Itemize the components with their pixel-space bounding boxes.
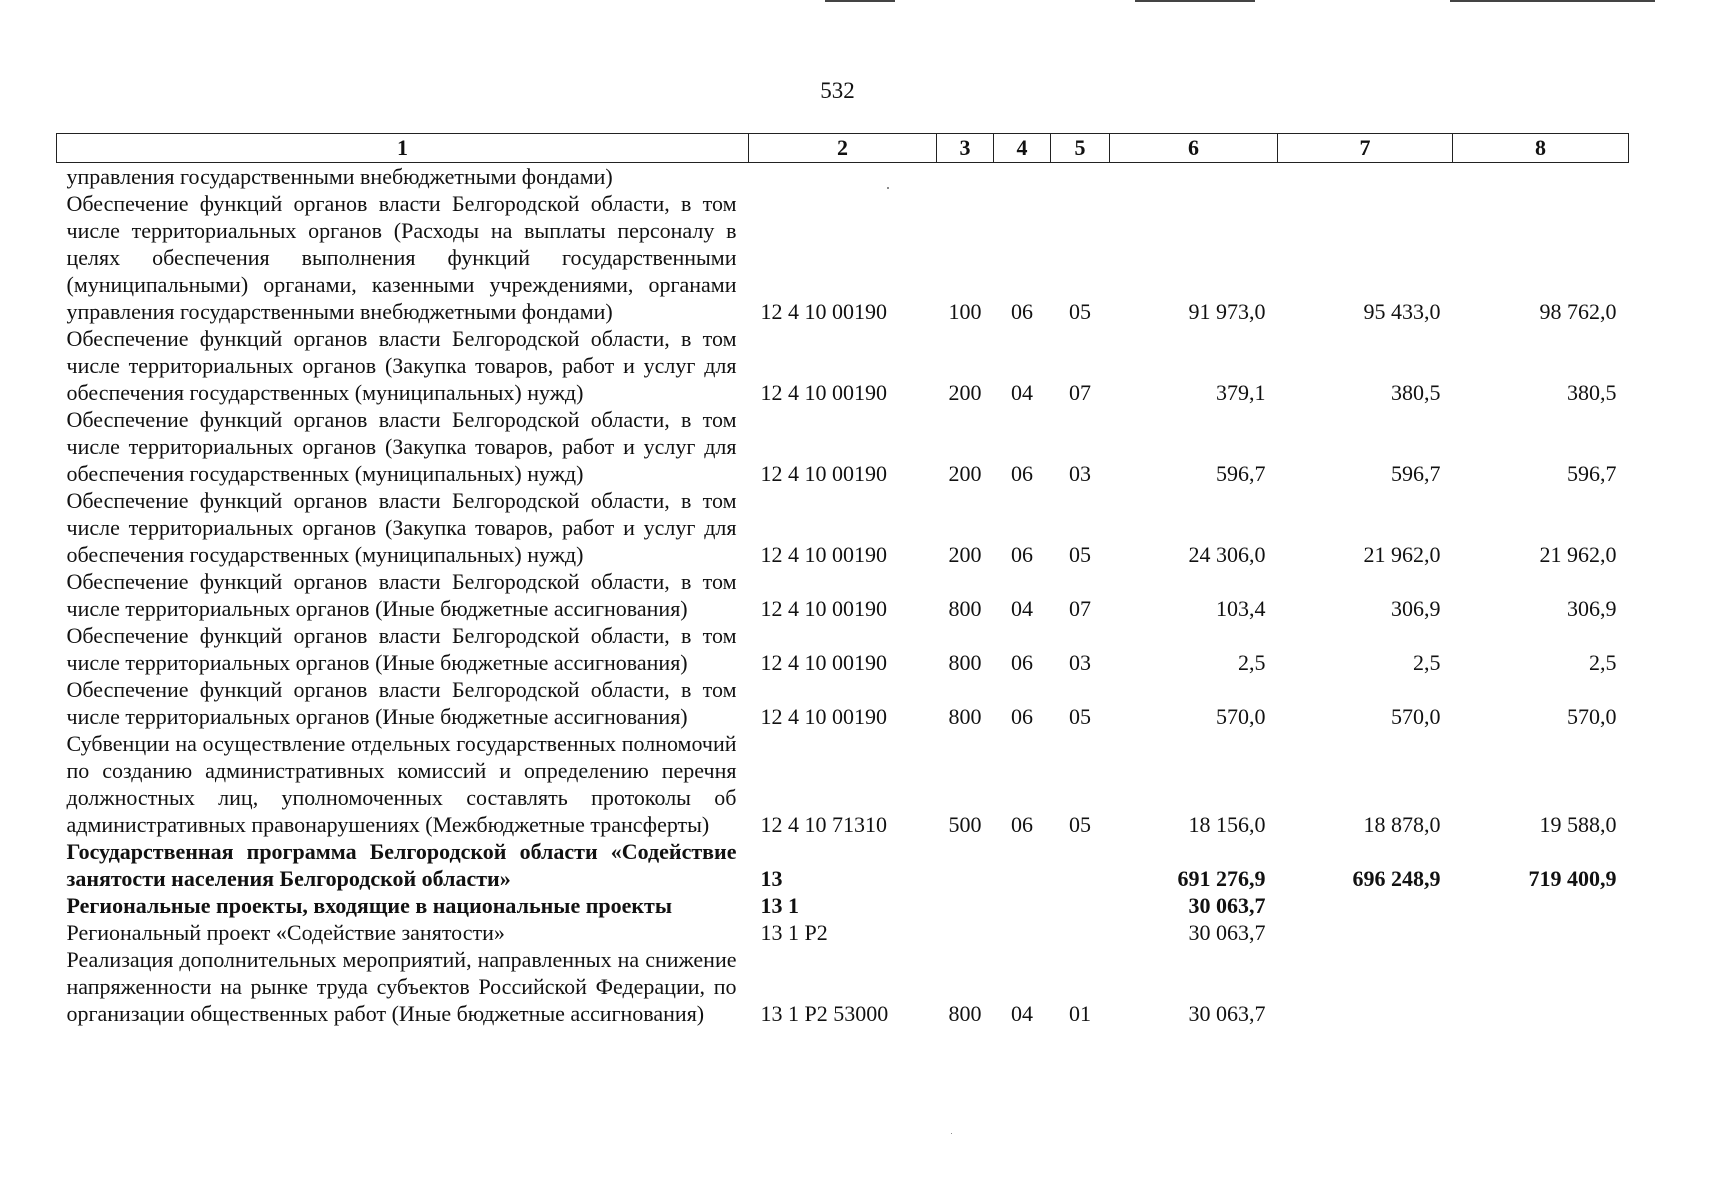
row-col-3 [937, 892, 994, 919]
row-col-4: 04 [1011, 380, 1033, 405]
row-col-4: 06 [1011, 299, 1033, 324]
row-col-5: 05 [1069, 704, 1091, 729]
row-amount-7 [1278, 163, 1453, 191]
row-col-4: 06 [1011, 704, 1033, 729]
row-code: 12 4 10 00190 [760, 650, 887, 675]
row-amount-7 [1278, 919, 1453, 946]
page-number: 532 [820, 78, 855, 103]
row-code: 13 1 [760, 893, 799, 918]
row-col-4 [994, 838, 1051, 892]
row-col-3: 800 [948, 596, 982, 621]
row-amount-7: 2,5 [1413, 650, 1441, 675]
row-amount-7: 95 433,0 [1363, 299, 1441, 324]
row-code: 13 1 P2 53000 [760, 1001, 889, 1026]
row-description: Обеспечение функций органов власти Белгородской области, в том числе территориальных органов (Иные бюджетные ассигнования) [66, 569, 737, 621]
row-amount-8 [1453, 892, 1629, 919]
row-amount-7: 570,0 [1391, 704, 1441, 729]
header-row [57, 134, 1629, 163]
row-amount-6: 24 306,0 [1188, 542, 1266, 567]
row-col-4 [994, 163, 1051, 191]
row-description: Региональные проекты, входящие в национальные проекты [66, 893, 673, 918]
row-amount-8 [1453, 163, 1629, 191]
row-amount-7: 380,5 [1391, 380, 1441, 405]
row-amount-8: 719 400,9 [1528, 866, 1617, 891]
row-col-3 [937, 838, 994, 892]
table-row [57, 325, 1629, 406]
row-col-5 [1051, 919, 1110, 946]
row-description: Обеспечение функций органов власти Белгородской области, в том числе территориальных органов (Закупка товаров, работ и услуг для обеспечения государственных (муниципальных) нужд) [66, 407, 737, 486]
row-col-3: 500 [948, 812, 982, 837]
row-code: 12 4 10 00190 [760, 380, 887, 405]
row-amount-8: 98 762,0 [1539, 299, 1617, 324]
row-code: 12 4 10 00190 [760, 461, 887, 486]
budget-table [56, 133, 1629, 1027]
scan-artifact-line [825, 0, 895, 2]
row-col-3: 200 [948, 542, 982, 567]
row-code: 13 1 P2 [760, 920, 828, 945]
row-code: 12 4 10 71310 [760, 812, 887, 837]
table-row [57, 676, 1629, 730]
row-amount-8: 2,5 [1589, 650, 1617, 675]
row-amount-7: 596,7 [1391, 461, 1441, 486]
row-col-3 [937, 163, 994, 191]
row-col-4: 04 [1011, 1001, 1033, 1026]
table-row [57, 892, 1629, 919]
table-row [57, 487, 1629, 568]
row-col-3: 100 [948, 299, 982, 324]
row-description: Обеспечение функций органов власти Белгородской области, в том числе территориальных органов (Закупка товаров, работ и услуг для обеспечения государственных (муниципальных) нужд) [66, 326, 737, 405]
row-code: 12 4 10 00190 [760, 299, 887, 324]
row-col-5: 05 [1069, 299, 1091, 324]
row-amount-8 [1453, 946, 1629, 1027]
row-description: Государственная программа Белгородской области «Содействие занятости населения Белгородской области» [66, 839, 737, 891]
scan-speck [887, 187, 889, 189]
table-row [57, 730, 1629, 838]
row-amount-6: 30 063,7 [1188, 920, 1266, 945]
row-description: Обеспечение функций органов власти Белгородской области, в том числе территориальных органов (Иные бюджетные ассигнования) [66, 623, 737, 675]
row-amount-6: 570,0 [1216, 704, 1266, 729]
row-amount-6 [1110, 163, 1278, 191]
row-code: 12 4 10 00190 [760, 704, 887, 729]
row-col-4 [994, 919, 1051, 946]
row-amount-6: 91 973,0 [1188, 299, 1266, 324]
column-header: 8 [1453, 134, 1629, 163]
table-row [57, 568, 1629, 622]
row-description: Обеспечение функций органов власти Белгородской области, в том числе территориальных органов (Иные бюджетные ассигнования) [66, 677, 737, 729]
row-amount-7: 21 962,0 [1363, 542, 1441, 567]
row-col-5: 07 [1069, 596, 1091, 621]
row-col-3: 800 [948, 1001, 982, 1026]
row-amount-6: 103,4 [1216, 596, 1266, 621]
row-amount-6: 691 276,9 [1177, 866, 1266, 891]
row-col-3: 200 [948, 461, 982, 486]
row-col-3 [937, 919, 994, 946]
row-description: Субвенции на осуществление отдельных государственных полномочий по созданию административных комиссий и определению перечня должностных лиц, уполномоченных составлять протоколы об административных правонарушениях (Межбюджетные трансферты) [66, 731, 737, 837]
scan-artifact-line [1135, 0, 1255, 2]
row-amount-6: 18 156,0 [1188, 812, 1266, 837]
scan-speck [951, 1133, 952, 1134]
row-amount-8: 596,7 [1567, 461, 1617, 486]
row-col-5: 01 [1069, 1001, 1091, 1026]
row-amount-7: 18 878,0 [1363, 812, 1441, 837]
row-amount-8: 570,0 [1567, 704, 1617, 729]
row-col-5 [1051, 838, 1110, 892]
row-col-5: 03 [1069, 650, 1091, 675]
row-col-5 [1051, 163, 1110, 191]
row-col-5: 03 [1069, 461, 1091, 486]
row-amount-7: 306,9 [1391, 596, 1441, 621]
column-header: 5 [1051, 134, 1110, 163]
row-amount-8: 21 962,0 [1539, 542, 1617, 567]
row-description: Обеспечение функций органов власти Белгородской области, в том числе территориальных органов (Расходы на выплаты персоналу в целях обеспечения выполнения функций государственными (муниципальными) органами, казенными учреждениями, органами управления государственными внебюджетными фондами) [66, 191, 737, 324]
table-row [57, 163, 1629, 191]
row-col-5: 05 [1069, 812, 1091, 837]
row-col-4: 06 [1011, 542, 1033, 567]
row-code: 12 4 10 00190 [760, 542, 887, 567]
row-amount-7 [1278, 892, 1453, 919]
row-code: 12 4 10 00190 [760, 596, 887, 621]
row-amount-6: 2,5 [1238, 650, 1266, 675]
row-amount-8: 19 588,0 [1539, 812, 1617, 837]
row-amount-6: 30 063,7 [1188, 1001, 1266, 1026]
row-col-4: 06 [1011, 650, 1033, 675]
row-amount-8: 380,5 [1567, 380, 1617, 405]
row-code [749, 163, 937, 191]
row-col-3: 800 [948, 704, 982, 729]
row-description: Обеспечение функций органов власти Белгородской области, в том числе территориальных органов (Закупка товаров, работ и услуг для обеспечения государственных (муниципальных) нужд) [66, 488, 737, 567]
row-code: 13 [760, 866, 783, 891]
row-description: управления государственными внебюджетными фондами) [66, 164, 613, 189]
row-amount-7 [1278, 946, 1453, 1027]
row-col-3: 200 [948, 380, 982, 405]
column-header: 3 [937, 134, 994, 163]
row-amount-8: 306,9 [1567, 596, 1617, 621]
row-col-5: 05 [1069, 542, 1091, 567]
row-col-4: 06 [1011, 812, 1033, 837]
table-row [57, 946, 1629, 1027]
row-col-5 [1051, 892, 1110, 919]
row-col-4 [994, 892, 1051, 919]
column-header: 4 [994, 134, 1051, 163]
column-header: 1 [57, 134, 749, 163]
row-description: Региональный проект «Содействие занятости» [66, 920, 505, 945]
row-amount-8 [1453, 919, 1629, 946]
scan-artifact-line [1450, 0, 1655, 2]
column-header: 7 [1278, 134, 1453, 163]
table-body [57, 163, 1629, 1028]
row-col-4: 06 [1011, 461, 1033, 486]
table-row [57, 919, 1629, 946]
row-amount-6: 379,1 [1216, 380, 1266, 405]
row-amount-6: 30 063,7 [1188, 893, 1266, 918]
column-header: 2 [749, 134, 937, 163]
row-col-3: 800 [948, 650, 982, 675]
row-amount-7: 696 248,9 [1352, 866, 1441, 891]
row-col-5: 07 [1069, 380, 1091, 405]
row-col-4: 04 [1011, 596, 1033, 621]
table-row [57, 190, 1629, 325]
table-row [57, 406, 1629, 487]
row-amount-6: 596,7 [1216, 461, 1266, 486]
table-row [57, 622, 1629, 676]
row-description: Реализация дополнительных мероприятий, направленных на снижение напряженности на рынке труда субъектов Российской Федерации, по организации общественных работ (Иные бюджетные ассигнования) [66, 947, 737, 1026]
column-header: 6 [1110, 134, 1278, 163]
table-row [57, 838, 1629, 892]
